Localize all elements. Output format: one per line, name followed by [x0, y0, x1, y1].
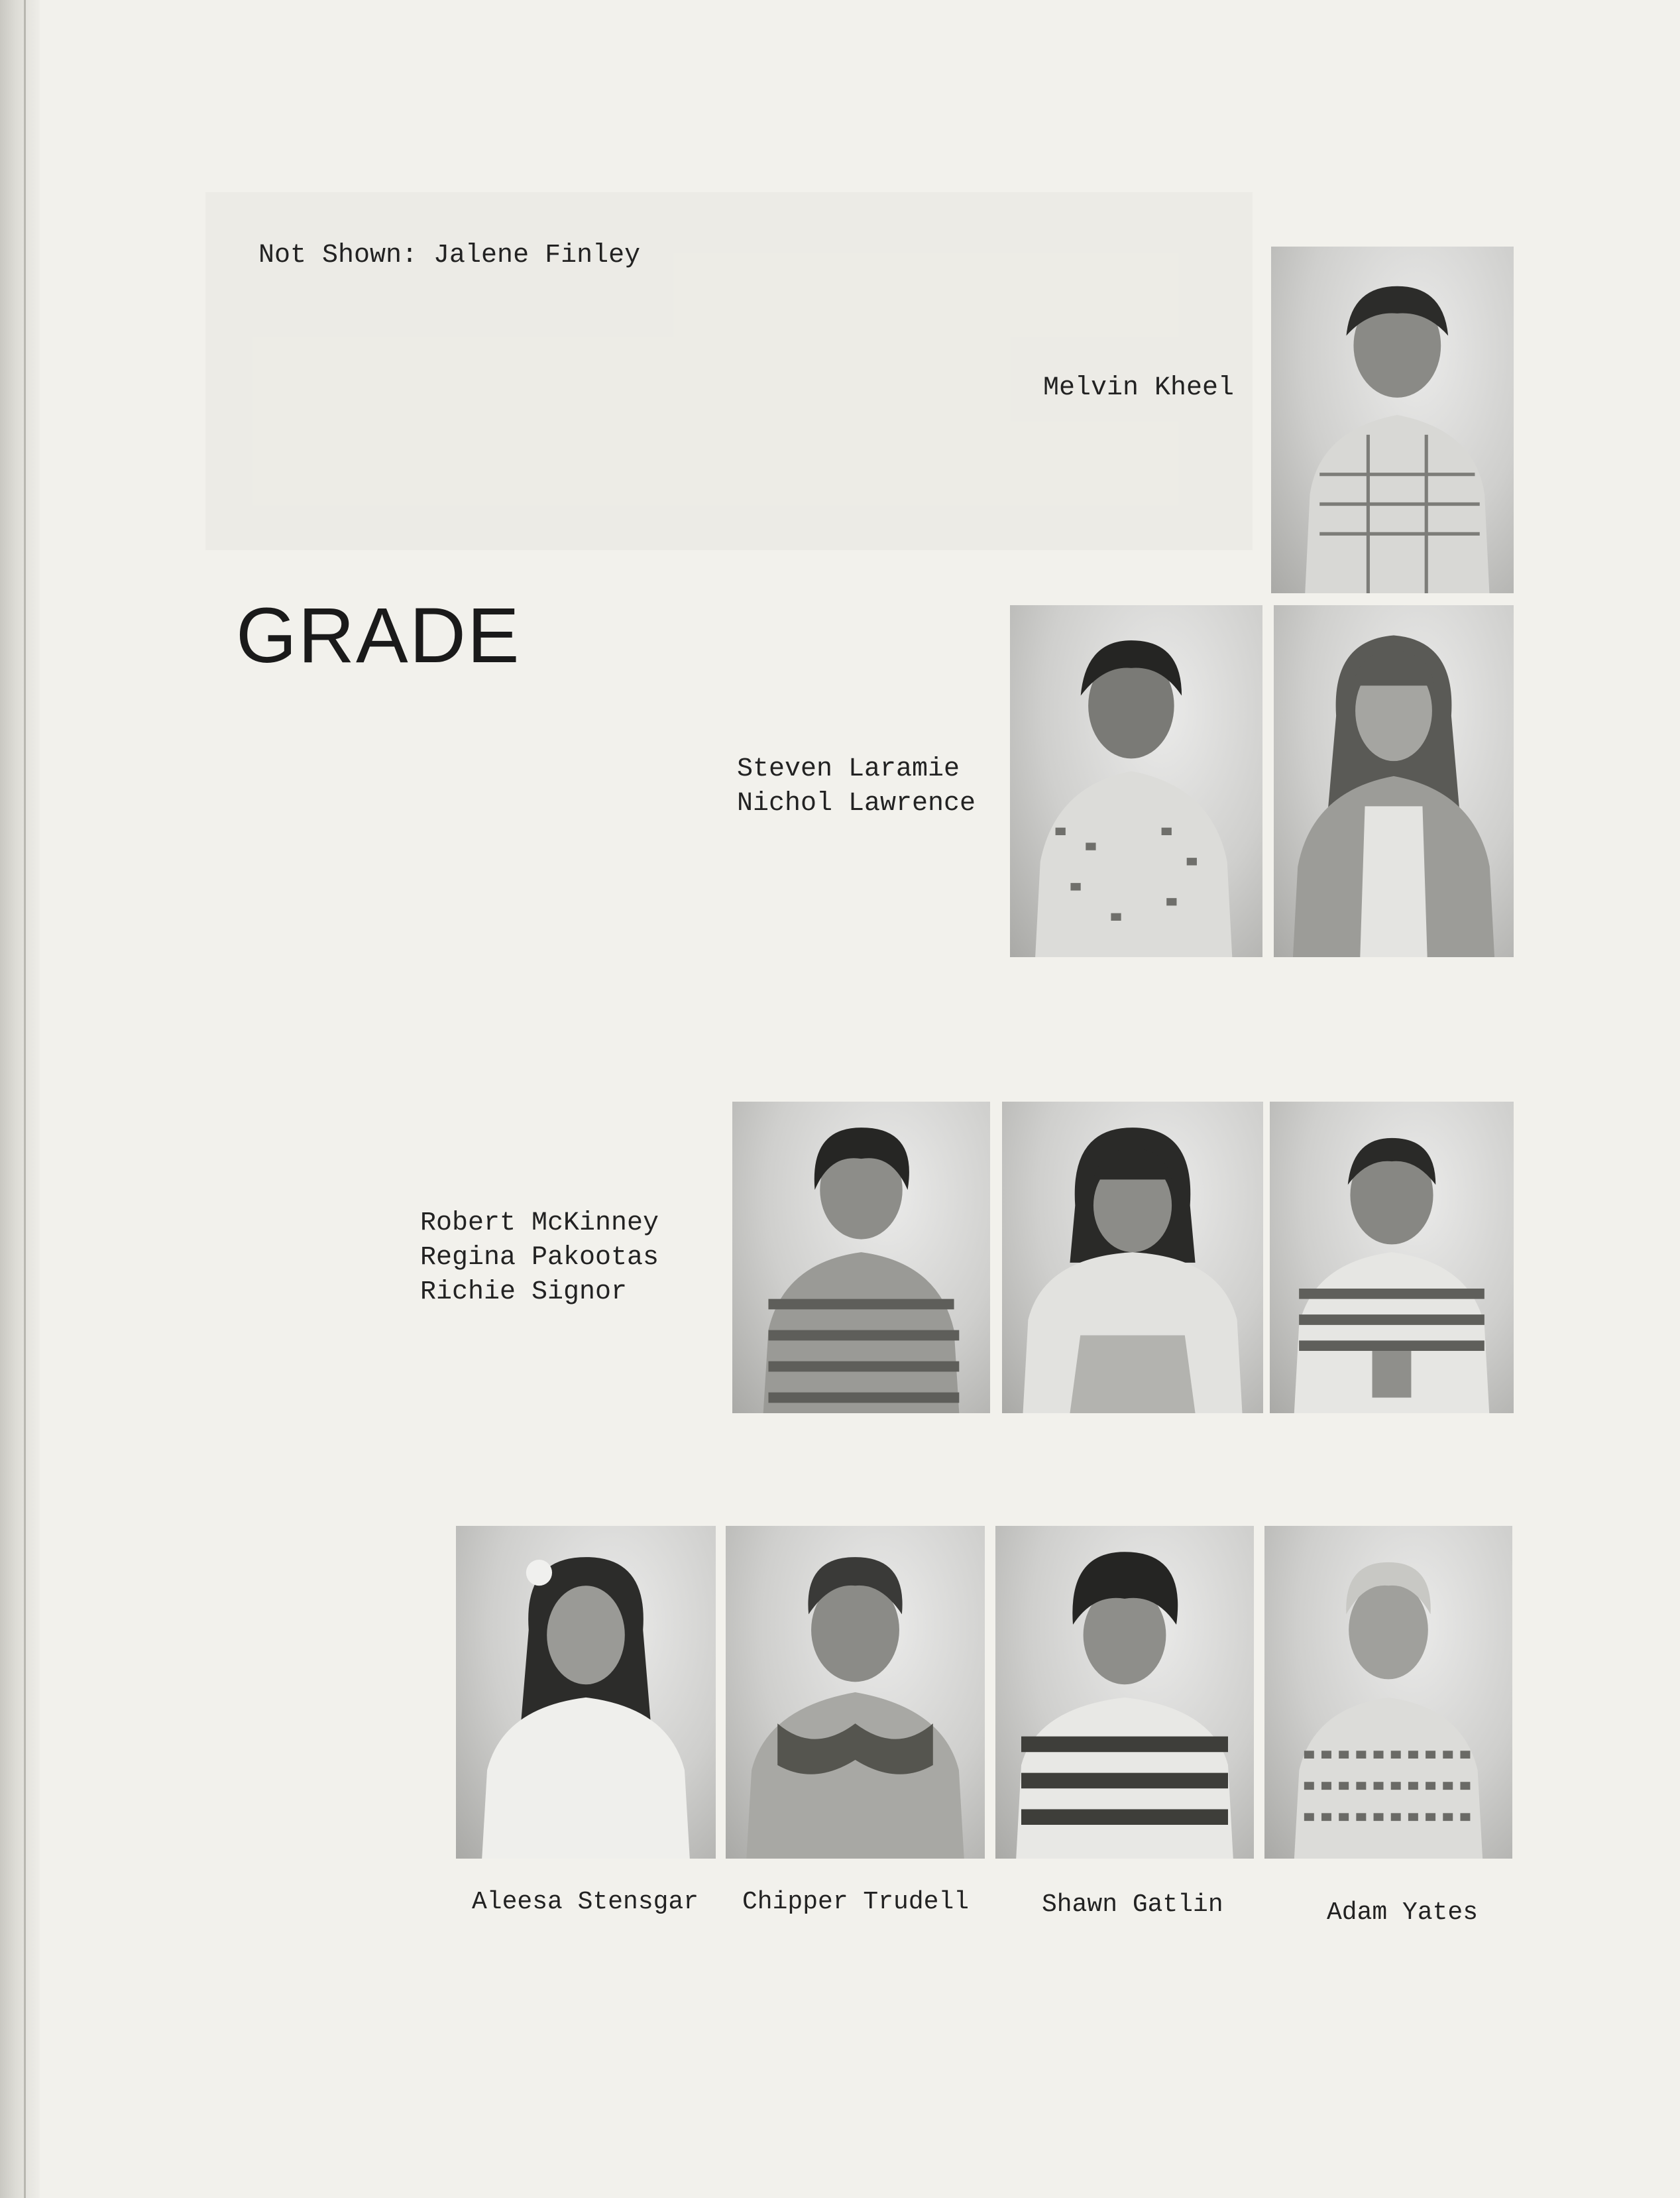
- portrait-photo: [1002, 1102, 1263, 1413]
- spine-crease: [24, 0, 26, 2198]
- name-robert-mckinney: Robert McKinney: [420, 1208, 659, 1238]
- name-steven-laramie: Steven Laramie: [737, 754, 960, 784]
- portrait-silhouette: [1274, 605, 1514, 957]
- portrait-silhouette: [456, 1526, 716, 1859]
- name-melvin-kheel: Melvin Kheel: [1043, 373, 1235, 403]
- portrait-photo: [726, 1526, 985, 1859]
- book-spine: [0, 0, 40, 2198]
- caption-shawn-gatlin: Shawn Gatlin: [1042, 1890, 1223, 1919]
- portrait-photo: [1264, 1526, 1512, 1859]
- portrait-photo: [1270, 1102, 1514, 1413]
- portrait-silhouette: [1271, 247, 1514, 593]
- caption-aleesa-stensgar: Aleesa Stensgar: [472, 1888, 699, 1916]
- portrait-silhouette: [726, 1526, 985, 1859]
- portrait-silhouette: [995, 1526, 1254, 1859]
- caption-chipper-trudell: Chipper Trudell: [742, 1888, 970, 1916]
- caption-adam-yates: Adam Yates: [1327, 1898, 1479, 1927]
- portrait-photo: [456, 1526, 716, 1859]
- page-heading: GRADE: [236, 592, 521, 679]
- name-nichol-lawrence: Nichol Lawrence: [737, 789, 976, 819]
- portrait-photo: [732, 1102, 990, 1413]
- portrait-photo: [995, 1526, 1254, 1859]
- portrait-photo: [1010, 605, 1262, 957]
- name-list-row3: [420, 1206, 659, 1310]
- name-list-row2: [737, 752, 976, 821]
- portrait-silhouette: [732, 1102, 990, 1413]
- name-richie-signor: Richie Signor: [420, 1277, 628, 1307]
- portrait-silhouette: [1010, 605, 1262, 957]
- portrait-silhouette: [1264, 1526, 1512, 1859]
- portrait-photo: [1271, 247, 1514, 593]
- not-shown-note: Not Shown: Jalene Finley: [258, 241, 641, 270]
- portrait-silhouette: [1002, 1102, 1263, 1413]
- portrait-photo: [1274, 605, 1514, 957]
- name-regina-pakootas: Regina Pakootas: [420, 1243, 659, 1273]
- portrait-silhouette: [1270, 1102, 1514, 1413]
